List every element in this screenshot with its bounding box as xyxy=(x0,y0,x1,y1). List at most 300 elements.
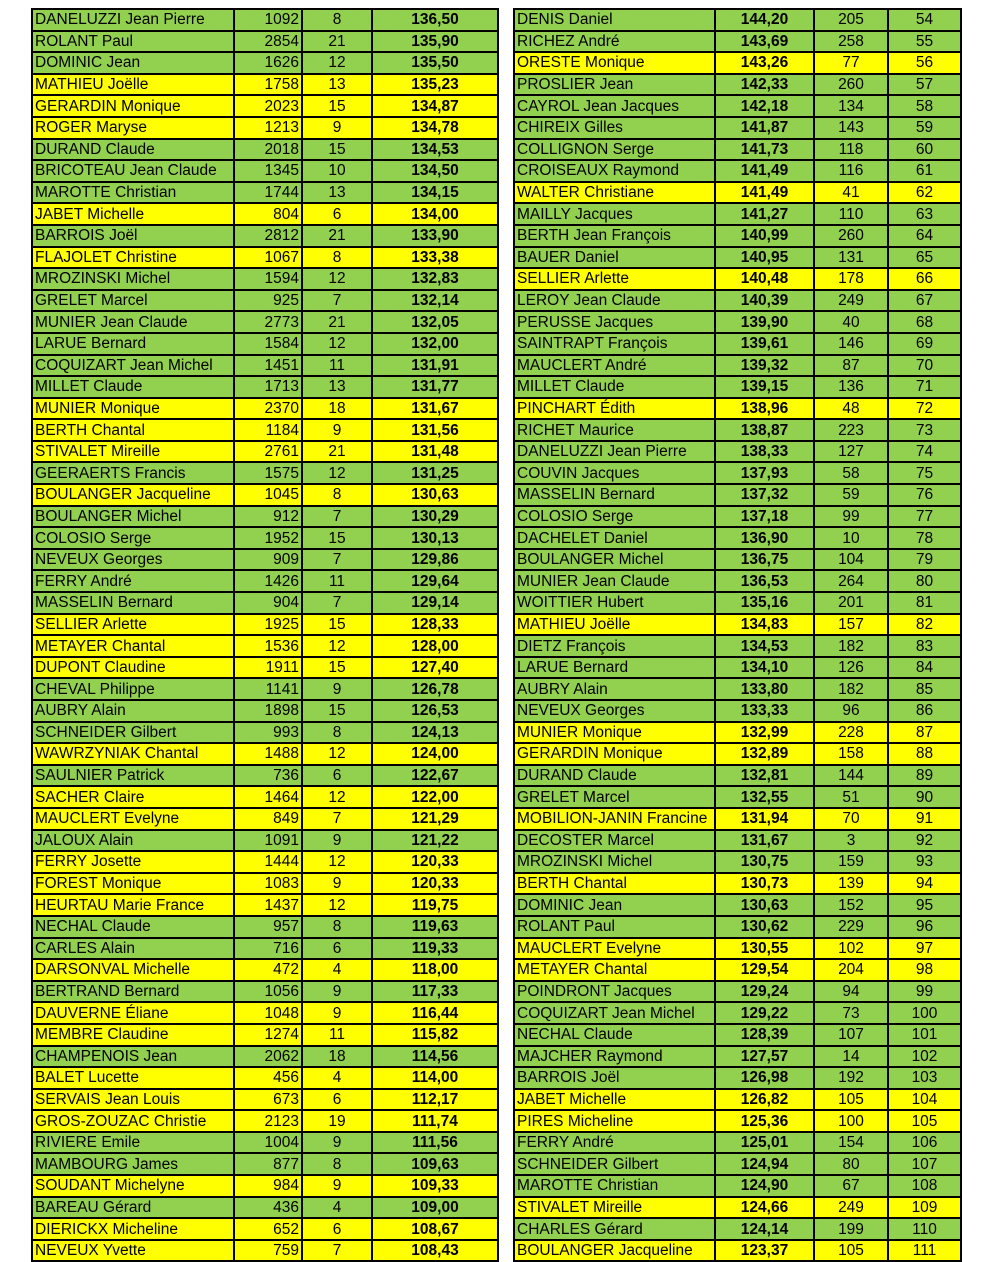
player-name-cell: DOMINIC Jean xyxy=(32,52,234,74)
table-row xyxy=(514,722,961,744)
games-count-cell: 15 xyxy=(302,657,372,679)
total-pins-cell: 759 xyxy=(234,1240,302,1262)
games-count-cell: 158 xyxy=(814,743,888,765)
games-count-cell: 204 xyxy=(814,959,888,981)
average-cell: 135,23 xyxy=(372,74,498,96)
games-count-cell: 118 xyxy=(814,139,888,161)
games-count-cell: 7 xyxy=(302,290,372,312)
total-pins-cell: 1744 xyxy=(234,182,302,204)
player-name-cell: FLAJOLET Christine xyxy=(32,247,234,269)
games-count-cell: 41 xyxy=(814,182,888,204)
average-cell: 129,14 xyxy=(372,592,498,614)
player-name-cell: CHEVAL Philippe xyxy=(32,678,234,700)
games-count-cell: 6 xyxy=(302,203,372,225)
player-name-cell: PERUSSE Jacques xyxy=(514,311,715,333)
player-name-cell: AUBRY Alain xyxy=(514,678,715,700)
games-count-cell: 11 xyxy=(302,355,372,377)
table-row xyxy=(514,139,961,161)
games-count-cell: 4 xyxy=(302,1067,372,1089)
total-pins-cell: 1091 xyxy=(234,830,302,852)
average-cell: 130,73 xyxy=(715,873,814,895)
games-count-cell: 8 xyxy=(302,9,372,31)
table-row xyxy=(514,462,961,484)
player-name-cell: LEROY Jean Claude xyxy=(514,290,715,312)
total-pins-cell: 1594 xyxy=(234,268,302,290)
player-name-cell: CHIREIX Gilles xyxy=(514,117,715,139)
table-row xyxy=(32,527,498,549)
player-name-cell: MAUCLERT Evelyne xyxy=(32,808,234,830)
player-name-cell: BRICOTEAU Jean Claude xyxy=(32,160,234,182)
games-count-cell: 15 xyxy=(302,95,372,117)
table-row xyxy=(514,1046,961,1068)
average-cell: 132,83 xyxy=(372,268,498,290)
player-name-cell: BAUER Daniel xyxy=(514,247,715,269)
player-name-cell: MAROTTE Christian xyxy=(32,182,234,204)
rank-cell: 77 xyxy=(888,506,961,528)
average-cell: 139,32 xyxy=(715,355,814,377)
average-cell: 133,80 xyxy=(715,678,814,700)
player-name-cell: BERTRAND Bernard xyxy=(32,981,234,1003)
player-name-cell: ORESTE Monique xyxy=(514,52,715,74)
games-count-cell: 9 xyxy=(302,678,372,700)
table-row xyxy=(514,527,961,549)
player-name-cell: NECHAL Claude xyxy=(514,1024,715,1046)
total-pins-cell: 2773 xyxy=(234,311,302,333)
table-row xyxy=(32,592,498,614)
average-cell: 131,56 xyxy=(372,419,498,441)
player-name-cell: DANELUZZI Jean Pierre xyxy=(32,9,234,31)
player-name-cell: BALET Lucette xyxy=(32,1067,234,1089)
table-row xyxy=(514,1002,961,1024)
rank-cell: 103 xyxy=(888,1067,961,1089)
player-name-cell: DIETZ François xyxy=(514,635,715,657)
rank-cell: 78 xyxy=(888,527,961,549)
player-name-cell: DARSONVAL Michelle xyxy=(32,959,234,981)
table-row xyxy=(32,549,498,571)
player-name-cell: BOULANGER Jacqueline xyxy=(32,484,234,506)
average-cell: 130,13 xyxy=(372,527,498,549)
total-pins-cell: 1444 xyxy=(234,851,302,873)
player-name-cell: STIVALET Mireille xyxy=(32,441,234,463)
games-count-cell: 12 xyxy=(302,786,372,808)
games-count-cell: 201 xyxy=(814,592,888,614)
total-pins-cell: 849 xyxy=(234,808,302,830)
table-row xyxy=(32,311,498,333)
table-row xyxy=(32,247,498,269)
rank-cell: 107 xyxy=(888,1153,961,1175)
games-count-cell: 152 xyxy=(814,894,888,916)
player-name-cell: BOULANGER Jacqueline xyxy=(514,1240,715,1262)
games-count-cell: 6 xyxy=(302,765,372,787)
table-row xyxy=(514,786,961,808)
average-cell: 141,27 xyxy=(715,203,814,225)
table-row xyxy=(32,894,498,916)
games-count-cell: 9 xyxy=(302,1002,372,1024)
player-name-cell: NEVEUX Georges xyxy=(32,549,234,571)
table-row xyxy=(32,700,498,722)
player-name-cell: MAUCLERT Evelyne xyxy=(514,938,715,960)
rank-cell: 102 xyxy=(888,1046,961,1068)
games-count-cell: 94 xyxy=(814,981,888,1003)
player-name-cell: WALTER Christiane xyxy=(514,182,715,204)
player-name-cell: MUNIER Jean Claude xyxy=(514,570,715,592)
average-cell: 139,15 xyxy=(715,376,814,398)
average-cell: 131,25 xyxy=(372,462,498,484)
average-cell: 114,00 xyxy=(372,1067,498,1089)
average-cell: 130,29 xyxy=(372,506,498,528)
average-cell: 135,50 xyxy=(372,52,498,74)
average-cell: 119,75 xyxy=(372,894,498,916)
total-pins-cell: 1092 xyxy=(234,9,302,31)
games-count-cell: 116 xyxy=(814,160,888,182)
games-count-cell: 9 xyxy=(302,873,372,895)
rank-cell: 84 xyxy=(888,657,961,679)
player-name-cell: CHARLES Gérard xyxy=(514,1218,715,1240)
table-row xyxy=(514,614,961,636)
average-cell: 128,39 xyxy=(715,1024,814,1046)
average-cell: 144,20 xyxy=(715,9,814,31)
rank-cell: 65 xyxy=(888,247,961,269)
average-cell: 128,33 xyxy=(372,614,498,636)
games-count-cell: 126 xyxy=(814,657,888,679)
player-name-cell: JALOUX Alain xyxy=(32,830,234,852)
total-pins-cell: 736 xyxy=(234,765,302,787)
average-cell: 134,83 xyxy=(715,614,814,636)
table-row xyxy=(514,203,961,225)
games-count-cell: 105 xyxy=(814,1089,888,1111)
table-row xyxy=(514,981,961,1003)
rank-cell: 88 xyxy=(888,743,961,765)
player-name-cell: RICHET Maurice xyxy=(514,419,715,441)
player-name-cell: GEERAERTS Francis xyxy=(32,462,234,484)
total-pins-cell: 1488 xyxy=(234,743,302,765)
games-count-cell: 48 xyxy=(814,398,888,420)
average-cell: 126,98 xyxy=(715,1067,814,1089)
table-row xyxy=(32,1002,498,1024)
player-name-cell: SAULNIER Patrick xyxy=(32,765,234,787)
total-pins-cell: 1713 xyxy=(234,376,302,398)
table-row xyxy=(514,808,961,830)
table-row xyxy=(32,981,498,1003)
games-count-cell: 15 xyxy=(302,614,372,636)
player-name-cell: SCHNEIDER Gilbert xyxy=(514,1153,715,1175)
table-row xyxy=(32,614,498,636)
player-name-cell: FERRY André xyxy=(514,1132,715,1154)
games-count-cell: 10 xyxy=(302,160,372,182)
rank-cell: 54 xyxy=(888,9,961,31)
games-count-cell: 104 xyxy=(814,549,888,571)
games-count-cell: 18 xyxy=(302,1046,372,1068)
average-cell: 111,56 xyxy=(372,1132,498,1154)
games-count-cell: 260 xyxy=(814,225,888,247)
table-row xyxy=(514,1067,961,1089)
total-pins-cell: 652 xyxy=(234,1218,302,1240)
table-row xyxy=(32,31,498,53)
player-name-cell: COQUIZART Jean Michel xyxy=(32,355,234,377)
rank-cell: 96 xyxy=(888,916,961,938)
games-count-cell: 154 xyxy=(814,1132,888,1154)
average-cell: 141,73 xyxy=(715,139,814,161)
games-count-cell: 7 xyxy=(302,549,372,571)
table-row xyxy=(32,873,498,895)
average-cell: 132,81 xyxy=(715,765,814,787)
player-name-cell: ROLANT Paul xyxy=(514,916,715,938)
rank-cell: 79 xyxy=(888,549,961,571)
player-name-cell: AUBRY Alain xyxy=(32,700,234,722)
player-name-cell: FOREST Monique xyxy=(32,873,234,895)
games-count-cell: 99 xyxy=(814,506,888,528)
rank-cell: 61 xyxy=(888,160,961,182)
total-pins-cell: 1048 xyxy=(234,1002,302,1024)
table-row xyxy=(32,355,498,377)
games-count-cell: 178 xyxy=(814,268,888,290)
games-count-cell: 8 xyxy=(302,1153,372,1175)
table-row xyxy=(514,873,961,895)
average-cell: 108,67 xyxy=(372,1218,498,1240)
total-pins-cell: 472 xyxy=(234,959,302,981)
player-name-cell: MAILLY Jacques xyxy=(514,203,715,225)
average-cell: 131,67 xyxy=(372,398,498,420)
total-pins-cell: 1004 xyxy=(234,1132,302,1154)
table-row xyxy=(32,139,498,161)
average-cell: 141,87 xyxy=(715,117,814,139)
games-count-cell: 9 xyxy=(302,419,372,441)
total-pins-cell: 1925 xyxy=(234,614,302,636)
table-row xyxy=(32,722,498,744)
average-cell: 132,99 xyxy=(715,722,814,744)
table-row xyxy=(32,182,498,204)
table-row xyxy=(32,290,498,312)
player-name-cell: BERTH Chantal xyxy=(514,873,715,895)
table-row xyxy=(32,765,498,787)
average-cell: 124,14 xyxy=(715,1218,814,1240)
average-cell: 131,91 xyxy=(372,355,498,377)
player-name-cell: DANELUZZI Jean Pierre xyxy=(514,441,715,463)
games-count-cell: 19 xyxy=(302,1110,372,1132)
player-name-cell: MATHIEU Joëlle xyxy=(32,74,234,96)
table-row xyxy=(514,9,961,31)
total-pins-cell: 1274 xyxy=(234,1024,302,1046)
average-cell: 120,33 xyxy=(372,851,498,873)
rank-cell: 111 xyxy=(888,1240,961,1262)
rank-cell: 94 xyxy=(888,873,961,895)
table-row xyxy=(514,1024,961,1046)
rank-cell: 104 xyxy=(888,1089,961,1111)
table-row xyxy=(32,160,498,182)
rank-cell: 99 xyxy=(888,981,961,1003)
total-pins-cell: 2023 xyxy=(234,95,302,117)
table-row xyxy=(32,462,498,484)
table-row xyxy=(32,678,498,700)
player-name-cell: CROISEAUX Raymond xyxy=(514,160,715,182)
player-name-cell: NEVEUX Yvette xyxy=(32,1240,234,1262)
games-count-cell: 12 xyxy=(302,743,372,765)
games-count-cell: 182 xyxy=(814,635,888,657)
games-count-cell: 21 xyxy=(302,441,372,463)
player-name-cell: RIVIERE Emile xyxy=(32,1132,234,1154)
rank-cell: 56 xyxy=(888,52,961,74)
player-name-cell: MAUCLERT André xyxy=(514,355,715,377)
player-name-cell: CAYROL Jean Jacques xyxy=(514,95,715,117)
total-pins-cell: 1898 xyxy=(234,700,302,722)
total-pins-cell: 1437 xyxy=(234,894,302,916)
table-row xyxy=(514,1110,961,1132)
games-count-cell: 4 xyxy=(302,1197,372,1219)
rank-cell: 70 xyxy=(888,355,961,377)
average-cell: 124,00 xyxy=(372,743,498,765)
games-count-cell: 13 xyxy=(302,182,372,204)
total-pins-cell: 984 xyxy=(234,1175,302,1197)
games-count-cell: 15 xyxy=(302,139,372,161)
player-name-cell: LARUE Bernard xyxy=(514,657,715,679)
average-cell: 132,05 xyxy=(372,311,498,333)
games-count-cell: 59 xyxy=(814,484,888,506)
average-cell: 133,90 xyxy=(372,225,498,247)
games-count-cell: 205 xyxy=(814,9,888,31)
player-name-cell: JABET Michelle xyxy=(32,203,234,225)
player-name-cell: SCHNEIDER Gilbert xyxy=(32,722,234,744)
games-count-cell: 199 xyxy=(814,1218,888,1240)
rank-cell: 98 xyxy=(888,959,961,981)
total-pins-cell: 2854 xyxy=(234,31,302,53)
average-cell: 124,90 xyxy=(715,1175,814,1197)
player-name-cell: DOMINIC Jean xyxy=(514,894,715,916)
total-pins-cell: 1536 xyxy=(234,635,302,657)
left-ranking-table xyxy=(31,8,499,1262)
player-name-cell: CHAMPENOIS Jean xyxy=(32,1046,234,1068)
games-count-cell: 192 xyxy=(814,1067,888,1089)
table-row xyxy=(514,419,961,441)
table-row xyxy=(32,570,498,592)
table-row xyxy=(514,959,961,981)
table-row xyxy=(514,441,961,463)
games-count-cell: 13 xyxy=(302,74,372,96)
rank-cell: 74 xyxy=(888,441,961,463)
average-cell: 143,69 xyxy=(715,31,814,53)
table-row xyxy=(514,182,961,204)
total-pins-cell: 456 xyxy=(234,1067,302,1089)
average-cell: 137,93 xyxy=(715,462,814,484)
average-cell: 112,17 xyxy=(372,1089,498,1111)
table-row xyxy=(32,830,498,852)
average-cell: 118,00 xyxy=(372,959,498,981)
table-row xyxy=(514,398,961,420)
rank-cell: 76 xyxy=(888,484,961,506)
average-cell: 136,90 xyxy=(715,527,814,549)
rank-cell: 83 xyxy=(888,635,961,657)
average-cell: 134,53 xyxy=(715,635,814,657)
player-name-cell: RICHEZ André xyxy=(514,31,715,53)
player-name-cell: COLOSIO Serge xyxy=(514,506,715,528)
average-cell: 130,63 xyxy=(715,894,814,916)
average-cell: 127,40 xyxy=(372,657,498,679)
games-count-cell: 144 xyxy=(814,765,888,787)
table-row xyxy=(514,938,961,960)
left-table-body xyxy=(32,9,498,1261)
player-name-cell: MEMBRE Claudine xyxy=(32,1024,234,1046)
games-count-cell: 12 xyxy=(302,894,372,916)
games-count-cell: 146 xyxy=(814,333,888,355)
table-row xyxy=(514,376,961,398)
games-count-cell: 21 xyxy=(302,311,372,333)
average-cell: 135,16 xyxy=(715,592,814,614)
average-cell: 130,62 xyxy=(715,916,814,938)
total-pins-cell: 716 xyxy=(234,938,302,960)
games-count-cell: 12 xyxy=(302,52,372,74)
games-count-cell: 139 xyxy=(814,873,888,895)
games-count-cell: 102 xyxy=(814,938,888,960)
total-pins-cell: 1056 xyxy=(234,981,302,1003)
player-name-cell: FERRY André xyxy=(32,570,234,592)
table-row xyxy=(32,1046,498,1068)
rank-cell: 59 xyxy=(888,117,961,139)
player-name-cell: DACHELET Daniel xyxy=(514,527,715,549)
player-name-cell: POINDRONT Jacques xyxy=(514,981,715,1003)
games-count-cell: 249 xyxy=(814,1197,888,1219)
table-row xyxy=(32,1218,498,1240)
total-pins-cell: 1345 xyxy=(234,160,302,182)
average-cell: 117,33 xyxy=(372,981,498,1003)
average-cell: 132,14 xyxy=(372,290,498,312)
rank-cell: 62 xyxy=(888,182,961,204)
total-pins-cell: 1426 xyxy=(234,570,302,592)
games-count-cell: 15 xyxy=(302,700,372,722)
player-name-cell: PROSLIER Jean xyxy=(514,74,715,96)
player-name-cell: MILLET Claude xyxy=(32,376,234,398)
player-name-cell: DUPONT Claudine xyxy=(32,657,234,679)
player-name-cell: MOBILION-JANIN Francine xyxy=(514,808,715,830)
rank-cell: 86 xyxy=(888,700,961,722)
games-count-cell: 12 xyxy=(302,635,372,657)
table-row xyxy=(32,419,498,441)
table-row xyxy=(514,74,961,96)
average-cell: 121,29 xyxy=(372,808,498,830)
games-count-cell: 14 xyxy=(814,1046,888,1068)
player-name-cell: MROZINSKI Michel xyxy=(32,268,234,290)
player-name-cell: SOUDANT Michelyne xyxy=(32,1175,234,1197)
player-name-cell: DENIS Daniel xyxy=(514,9,715,31)
games-count-cell: 9 xyxy=(302,1175,372,1197)
right-table-body xyxy=(514,9,961,1261)
player-name-cell: MILLET Claude xyxy=(514,376,715,398)
total-pins-cell: 2018 xyxy=(234,139,302,161)
total-pins-cell: 904 xyxy=(234,592,302,614)
games-count-cell: 107 xyxy=(814,1024,888,1046)
table-row xyxy=(514,765,961,787)
average-cell: 111,74 xyxy=(372,1110,498,1132)
rank-cell: 55 xyxy=(888,31,961,53)
table-row xyxy=(514,743,961,765)
total-pins-cell: 993 xyxy=(234,722,302,744)
rank-cell: 80 xyxy=(888,570,961,592)
table-row xyxy=(514,1089,961,1111)
player-name-cell: BARROIS Joël xyxy=(32,225,234,247)
player-name-cell: GERARDIN Monique xyxy=(32,95,234,117)
games-count-cell: 12 xyxy=(302,851,372,873)
total-pins-cell: 925 xyxy=(234,290,302,312)
player-name-cell: MUNIER Monique xyxy=(32,398,234,420)
average-cell: 122,67 xyxy=(372,765,498,787)
average-cell: 130,55 xyxy=(715,938,814,960)
games-count-cell: 11 xyxy=(302,570,372,592)
average-cell: 122,00 xyxy=(372,786,498,808)
player-name-cell: BERTH Jean François xyxy=(514,225,715,247)
right-ranking-table xyxy=(513,8,962,1262)
table-row xyxy=(32,441,498,463)
games-count-cell: 228 xyxy=(814,722,888,744)
total-pins-cell: 1952 xyxy=(234,527,302,549)
average-cell: 132,55 xyxy=(715,786,814,808)
